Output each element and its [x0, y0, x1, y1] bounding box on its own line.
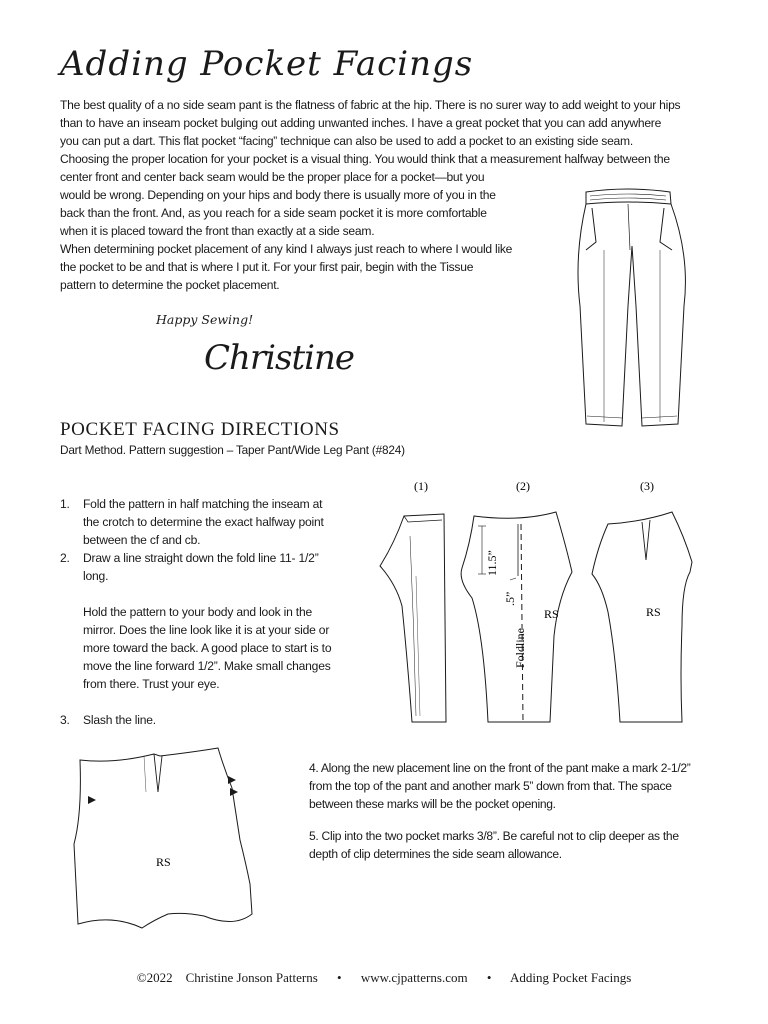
footer-document-title: Adding Pocket Facings: [509, 970, 632, 985]
step-number: 3.: [60, 713, 70, 727]
step-text: [83, 495, 356, 549]
intro-line: you can put a dart. This flat pocket “facing” technique can also be used to add a pocket to an existing side seam.: [60, 134, 633, 148]
step-text: Slash the line.: [83, 713, 156, 727]
footer-separator: •: [486, 970, 492, 985]
step-1: [60, 495, 356, 549]
step-line: long.: [83, 569, 109, 583]
intro-line: would be wrong. Depending on your hips and body there is usually more of you in the: [60, 188, 496, 202]
step-line: the crotch to determine the exact halfway point: [83, 515, 324, 529]
step-text: [83, 549, 356, 585]
slashed-pattern-diagram: [64, 744, 274, 930]
pattern-diagrams: [370, 476, 730, 726]
measure-0-5: .5”: [503, 591, 517, 606]
pants-illustration: [560, 186, 720, 436]
intro-line: the pocket to be and that is where I put it. For your first pair, begin with the Tissue: [60, 260, 474, 274]
intro-line: pattern to determine the pocket placement.: [60, 278, 280, 292]
intro-line: The best quality of a no side seam pant is the flatness of fabric at the hip. There is no surer way to add weight to your hips: [60, 98, 681, 112]
fig3-outline: [592, 512, 692, 722]
intro-line: back than the front. And, as you reach for a side seam pocket it is more comfortable: [60, 206, 487, 220]
step-line: between the cf and cb.: [83, 533, 201, 547]
intro-line: When determining pocket placement of any kind I always just reach to where I would like: [60, 242, 513, 256]
section-subtitle: Dart Method. Pattern suggestion – Taper Pant/Wide Leg Pant (#824): [60, 443, 405, 457]
intro-line: Choosing the proper location for your pocket is a visual thing. You would think that a measurement halfway between the: [60, 152, 670, 166]
step-line: Hold the pattern to your body and look in the: [83, 605, 313, 619]
measure-11-5: 11.5”: [485, 550, 499, 576]
fig2-label: (2): [516, 479, 530, 493]
rs-label: RS: [544, 607, 559, 621]
footer-website[interactable]: www.cjpatterns.com: [360, 970, 468, 985]
step-5: 5. Clip into the two pocket marks 3/8”. Be careful not to clip deeper as the depth of clip determines the side seam allowance.: [309, 829, 679, 861]
intro-line: center front and center back seam would be the proper place for a pocket—but you: [60, 170, 485, 184]
footer-copyright: ©2022: [136, 970, 173, 985]
rs-label: RS: [156, 855, 171, 869]
step-line: move the line forward 1/2”. Make small changes: [83, 659, 331, 673]
footer-separator: •: [337, 970, 342, 985]
closing-text: Happy Sewing!: [156, 312, 254, 327]
section-title: POCKET FACING DIRECTIONS: [60, 419, 340, 440]
step-4: 4. Along the new placement line on the front of the pant make a mark 2-1/2” from the top of the pant and another mark 5” down from that. The space between these marks will be the pocket opening.: [309, 761, 691, 811]
fig1-label: (1): [414, 479, 428, 493]
rs-label: RS: [646, 605, 661, 619]
step-line: Draw a line straight down the fold line 11- 1/2”: [83, 551, 319, 565]
step-2: [60, 549, 356, 585]
step-line: more toward the back. A good place to start is to: [83, 641, 332, 655]
steps-list: [60, 495, 356, 729]
steps-continued: [309, 759, 709, 863]
intro-line: when it is placed toward the front than exactly at a side seam.: [60, 224, 375, 238]
page-footer: [0, 970, 768, 986]
fig3-label: (3): [640, 479, 654, 493]
foldline-label: Foldline: [513, 627, 527, 668]
footer-company: Christine Jonson Patterns: [185, 970, 318, 985]
intro-line: than to have an inseam pocket bulging out adding unwanted inches. I have a great pocket that you can add anywhere: [60, 116, 662, 130]
step-line: Fold the pattern in half matching the inseam at: [83, 497, 323, 511]
step-number: 1.: [60, 497, 70, 511]
step-number: 2.: [60, 551, 70, 565]
step-3: [60, 711, 356, 729]
page-title: Adding Pocket Facings: [60, 44, 474, 84]
signature: Christine: [204, 338, 355, 378]
step-2-note: [60, 603, 356, 693]
step-line: from there. Trust your eye.: [83, 677, 220, 691]
step-line: mirror. Does the line look like it is at your side or: [83, 623, 330, 637]
